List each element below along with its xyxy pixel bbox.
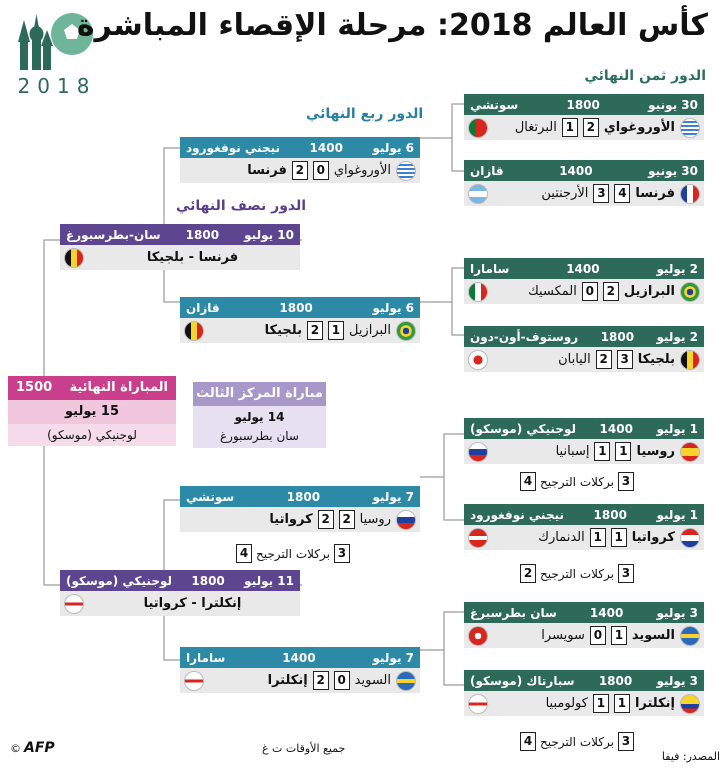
match-card-r16-belgium-japan[interactable] xyxy=(464,326,704,372)
team-name: البرازيل xyxy=(623,284,675,299)
team-name: كرواتيا xyxy=(269,512,313,527)
team-name: البرتغال xyxy=(514,120,557,135)
match-card-sf-france-belgium[interactable] xyxy=(60,224,300,270)
match-date: 30 يونيو xyxy=(648,163,698,178)
penalty-score: 2 xyxy=(520,564,536,583)
match-card-qf-france-uruguay[interactable] xyxy=(180,137,420,183)
team-name: الأوروغواي xyxy=(333,163,391,178)
match-card-sf-england-croatia[interactable] xyxy=(60,570,300,616)
match-venue: قازان xyxy=(186,300,220,315)
flag-england-icon xyxy=(468,694,488,714)
team-name: بلجيكا xyxy=(637,352,675,367)
penalty-score: 3 xyxy=(618,472,634,491)
final-date: 15 يوليو xyxy=(8,400,176,424)
flag-portugal-icon xyxy=(468,118,488,138)
score: 1 xyxy=(593,694,609,713)
match-date: 11 يوليو xyxy=(244,573,294,588)
match-date: 10 يوليو xyxy=(244,227,294,242)
team-name: سويسرا xyxy=(541,628,585,643)
flag-france-icon xyxy=(680,184,700,204)
score: 1 xyxy=(590,528,606,547)
final-label: المباراة النهائية xyxy=(69,380,168,395)
match-time: 1800 xyxy=(279,300,313,315)
score: 1 xyxy=(611,626,627,645)
third-place-box[interactable] xyxy=(193,382,326,448)
match-date: 2 يوليو xyxy=(656,329,698,344)
flag-argentina-icon xyxy=(468,184,488,204)
match-date: 3 يوليو xyxy=(656,605,698,620)
score: 1 xyxy=(328,321,344,340)
final-time: 1500 xyxy=(16,380,53,395)
penalties-label: بركلات الترجيح xyxy=(540,734,614,749)
team-name: بلجيكا xyxy=(264,323,302,338)
team-name: الدنمارك xyxy=(538,530,585,545)
match-time: 1400 xyxy=(309,140,343,155)
match-card-r16-england-colombia[interactable] xyxy=(464,670,704,716)
final-match-box[interactable] xyxy=(8,376,176,446)
team-name: اليابان xyxy=(558,352,591,367)
score: 3 xyxy=(617,350,633,369)
match-venue: سان بطرسبرغ xyxy=(470,605,557,620)
match-card-qf-england-sweden[interactable] xyxy=(180,647,420,693)
team-name: السويد xyxy=(354,673,391,688)
match-time: 1400 xyxy=(566,261,600,276)
third-place-venue: سان بطرسبورغ xyxy=(193,428,326,448)
third-place-label: مباراة المركز الثالث xyxy=(193,382,326,406)
penalties-r16-england-colombia xyxy=(520,732,634,751)
match-time: 1400 xyxy=(282,650,316,665)
penalties-r16-croatia-denmark xyxy=(520,564,634,583)
match-venue: لوجنيكي (موسكو) xyxy=(66,573,172,588)
flag-sweden-icon xyxy=(396,671,416,691)
sf-teams: فرنسا - بلجيكا xyxy=(146,250,239,265)
penalty-score: 3 xyxy=(618,732,634,751)
penalties-label: بركلات الترجيح xyxy=(256,546,330,561)
score: 4 xyxy=(614,184,630,203)
match-date: 3 يوليو xyxy=(656,673,698,688)
score: 0 xyxy=(590,626,606,645)
match-time: 1800 xyxy=(191,573,225,588)
score: 2 xyxy=(292,161,308,180)
logo-year: 2018 xyxy=(17,74,97,98)
match-venue: سامارا xyxy=(186,650,226,665)
match-venue: روستوف-أون-دون xyxy=(470,329,579,344)
team-name: المكسيك xyxy=(528,284,577,299)
score: 1 xyxy=(594,442,610,461)
team-name: البرازيل xyxy=(348,323,391,338)
match-venue: نيجني نوفغورود xyxy=(186,140,280,155)
stage-label-quarter-final: الدور ربع النهائي xyxy=(306,106,424,122)
penalties-label: بركلات الترجيح xyxy=(540,566,614,581)
third-place-date: 14 يوليو xyxy=(193,406,326,428)
match-time: 1400 xyxy=(559,163,593,178)
score: 0 xyxy=(313,161,329,180)
score: 2 xyxy=(583,118,599,137)
team-name: فرنسا xyxy=(635,186,675,201)
flag-belgium-icon xyxy=(184,321,204,341)
flag-japan-icon xyxy=(468,350,488,370)
flag-russia-icon xyxy=(396,510,416,530)
flag-spain-icon xyxy=(680,442,700,462)
match-venue: سبارتاك (موسكو) xyxy=(470,673,575,688)
score: 2 xyxy=(603,282,619,301)
match-time: 1800 xyxy=(185,227,220,242)
match-date: 7 يوليو xyxy=(372,650,414,665)
score: 1 xyxy=(615,442,631,461)
match-card-r16-brazil-mexico[interactable] xyxy=(464,258,704,304)
match-card-r16-sweden-switzerland[interactable] xyxy=(464,602,704,648)
match-venue: سوتشي xyxy=(186,489,235,504)
match-date: 6 يوليو xyxy=(372,140,414,155)
flag-denmark-icon xyxy=(468,528,488,548)
sf-teams: إنكلترا - كرواتيا xyxy=(143,596,242,611)
penalty-score: 4 xyxy=(236,544,252,563)
score: 1 xyxy=(611,528,627,547)
match-time: 1400 xyxy=(589,605,624,620)
afp-logo: AFP xyxy=(24,740,55,756)
penalties-r16-russia-spain xyxy=(520,472,634,491)
team-name: الأرجنتين xyxy=(541,186,589,201)
flag-sweden-icon xyxy=(680,626,700,646)
flag-england-icon xyxy=(184,671,204,691)
match-card-qf-belgium-brazil[interactable] xyxy=(180,297,420,343)
team-name: روسيا xyxy=(636,444,675,459)
match-date: 1 يوليو xyxy=(656,421,698,436)
match-time: 1800 xyxy=(593,507,627,522)
match-date: 1 يوليو xyxy=(656,507,698,522)
penalty-score: 3 xyxy=(334,544,350,563)
match-venue: لوجنيكي (موسكو) xyxy=(470,421,576,436)
team-name: إسبانيا xyxy=(555,444,590,459)
flag-belgium-icon xyxy=(680,350,700,370)
team-name: السويد xyxy=(631,628,675,643)
score: 1 xyxy=(614,694,630,713)
flag-brazil-icon xyxy=(396,321,416,341)
score: 0 xyxy=(334,671,350,690)
stage-label-round-of-16: الدور ثمن النهائي xyxy=(584,68,706,84)
match-card-r16-croatia-denmark[interactable] xyxy=(464,504,704,550)
score: 3 xyxy=(593,184,609,203)
match-time: 1800 xyxy=(600,329,635,344)
match-date: 6 يوليو xyxy=(372,300,414,315)
flag-switzerland-icon xyxy=(468,626,488,646)
flag-belgium-icon xyxy=(64,248,84,268)
score: 1 xyxy=(562,118,578,137)
team-name: روسيا xyxy=(359,512,391,527)
flag-england-icon xyxy=(64,594,84,614)
match-date: 7 يوليو xyxy=(372,489,414,504)
team-name: فرنسا xyxy=(247,163,287,178)
score: 2 xyxy=(313,671,329,690)
penalty-score: 3 xyxy=(618,564,634,583)
flag-russia-icon xyxy=(468,442,488,462)
score: 2 xyxy=(307,321,323,340)
match-time: 1800 xyxy=(566,97,600,112)
match-date: 2 يوليو xyxy=(656,261,698,276)
flag-croatia-icon xyxy=(680,528,700,548)
flag-brazil-icon xyxy=(680,282,700,302)
match-venue: سوتشي xyxy=(470,97,519,112)
match-time: 1800 xyxy=(598,673,633,688)
match-card-r16-france-argentina[interactable] xyxy=(464,160,704,206)
flag-mexico-icon xyxy=(468,282,488,302)
final-venue: لوجنيكي (موسكو) xyxy=(8,424,176,446)
flag-colombia-icon xyxy=(680,694,700,714)
match-venue: نيجني نوفغورود xyxy=(470,507,564,522)
page-title: كأس العالم 2018: مرحلة الإقصاء المباشرة xyxy=(76,8,708,43)
copyright-symbol: © xyxy=(10,742,21,755)
score: 2 xyxy=(596,350,612,369)
team-name: كرواتيا xyxy=(631,530,675,545)
stage-label-semi-final: الدور نصف النهائي xyxy=(176,198,307,214)
flag-uruguay-icon xyxy=(396,161,416,181)
team-name: إنكلترا xyxy=(267,673,308,688)
penalties-label: بركلات الترجيح xyxy=(540,474,614,489)
flag-uruguay-icon xyxy=(680,118,700,138)
score: 0 xyxy=(582,282,598,301)
penalty-score: 4 xyxy=(520,472,536,491)
match-venue: سامارا xyxy=(470,261,510,276)
all-times-note: جميع الأوقات ت غ xyxy=(262,742,346,755)
match-card-qf-croatia-russia[interactable] xyxy=(180,486,420,532)
match-card-r16-uruguay-portugal[interactable] xyxy=(464,94,704,140)
penalty-score: 4 xyxy=(520,732,536,751)
score: 2 xyxy=(318,510,334,529)
source-note: المصدر: فيفا xyxy=(661,750,720,763)
match-time: 1400 xyxy=(599,421,633,436)
match-time: 1800 xyxy=(286,489,321,504)
team-name: كولومبيا xyxy=(545,696,588,711)
match-venue: قازان xyxy=(470,163,504,178)
score: 2 xyxy=(339,510,355,529)
team-name: إنكلترا xyxy=(634,696,675,711)
match-date: 30 يونيو xyxy=(648,97,698,112)
match-venue: سان-بطرسبورغ xyxy=(66,227,161,242)
penalties-qf-croatia-russia xyxy=(236,544,350,563)
team-name: الأوروغواي xyxy=(603,120,675,135)
match-card-r16-russia-spain[interactable] xyxy=(464,418,704,464)
